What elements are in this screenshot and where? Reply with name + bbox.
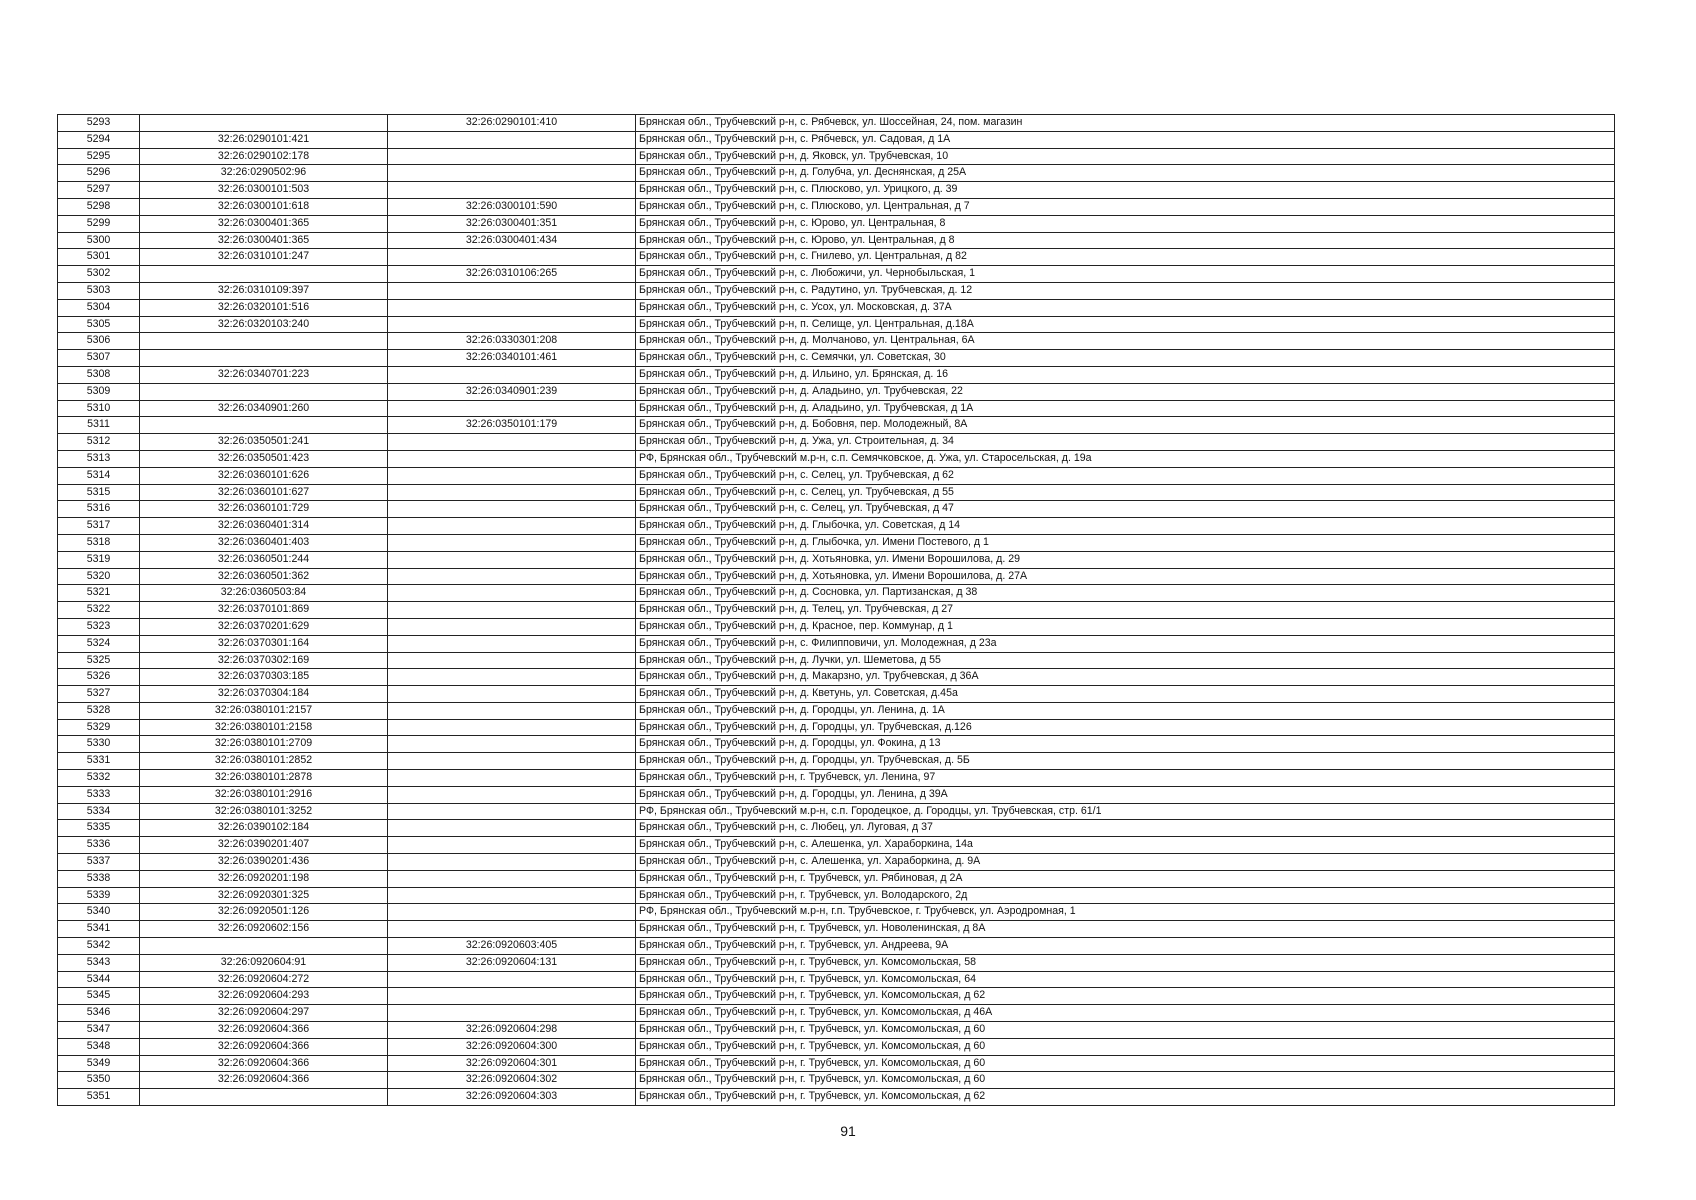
related-cadastral-number-cell: 32:26:0920604:298 — [388, 1022, 636, 1039]
table-row — [58, 702, 1615, 719]
table-row — [58, 518, 1615, 535]
address-cell: Брянская обл., Трубчевский р-н, д. Аладьино, ул. Трубчевская, 22 — [636, 383, 1615, 400]
cadastral-number-cell — [140, 350, 388, 367]
table-row — [58, 585, 1615, 602]
table-row — [58, 232, 1615, 249]
cadastral-number-cell — [140, 1089, 388, 1106]
address-cell: Брянская обл., Трубчевский р-н, с. Плюсково, ул. Урицкого, д. 39 — [636, 182, 1615, 199]
table-row — [58, 182, 1615, 199]
table-row — [58, 1038, 1615, 1055]
address-cell: Брянская обл., Трубчевский р-н, д. Городцы, ул. Ленина, д 39А — [636, 786, 1615, 803]
table-row — [58, 770, 1615, 787]
table-row — [58, 501, 1615, 518]
table-row — [58, 971, 1615, 988]
table-row — [58, 131, 1615, 148]
related-cadastral-number-cell: 32:26:0920604:301 — [388, 1055, 636, 1072]
address-cell: Брянская обл., Трубчевский р-н, г. Трубчевск, ул. Комсомольская, д 60 — [636, 1038, 1615, 1055]
related-cadastral-number-cell: 32:26:0340101:461 — [388, 350, 636, 367]
cadastral-number-cell: 32:26:0360101:627 — [140, 484, 388, 501]
related-cadastral-number-cell — [388, 551, 636, 568]
cadastral-number-cell: 32:26:0920501:126 — [140, 904, 388, 921]
table-row — [58, 568, 1615, 585]
address-cell: Брянская обл., Трубчевский р-н, д. Сосновка, ул. Партизанская, д 38 — [636, 585, 1615, 602]
related-cadastral-number-cell — [388, 282, 636, 299]
cadastral-number-cell: 32:26:0370302:169 — [140, 652, 388, 669]
table-row — [58, 938, 1615, 955]
cadastral-number-cell: 32:26:0380101:2709 — [140, 736, 388, 753]
row-number-cell: 5311 — [58, 417, 140, 434]
cadastral-number-cell: 32:26:0370303:185 — [140, 669, 388, 686]
table-row — [58, 736, 1615, 753]
related-cadastral-number-cell — [388, 316, 636, 333]
cadastral-number-cell: 32:26:0360501:362 — [140, 568, 388, 585]
row-number-cell: 5317 — [58, 518, 140, 535]
related-cadastral-number-cell — [388, 854, 636, 871]
cadastral-number-cell — [140, 938, 388, 955]
address-cell: Брянская обл., Трубчевский р-н, г. Трубчевск, ул. Андреева, 9А — [636, 938, 1615, 955]
row-number-cell: 5318 — [58, 534, 140, 551]
cadastral-number-cell: 32:26:0290101:421 — [140, 131, 388, 148]
row-number-cell: 5330 — [58, 736, 140, 753]
property-registry-table — [57, 114, 1615, 1106]
cadastral-number-cell: 32:26:0360401:314 — [140, 518, 388, 535]
table-row — [58, 299, 1615, 316]
related-cadastral-number-cell: 32:26:0310106:265 — [388, 266, 636, 283]
table-row — [58, 887, 1615, 904]
table-row — [58, 350, 1615, 367]
table-row — [58, 366, 1615, 383]
row-number-cell: 5300 — [58, 232, 140, 249]
address-cell: Брянская обл., Трубчевский р-н, г. Трубчевск, ул. Рябиновая, д 2А — [636, 870, 1615, 887]
address-cell: Брянская обл., Трубчевский р-н, г. Трубчевск, ул. Володарского, 2д — [636, 887, 1615, 904]
related-cadastral-number-cell — [388, 249, 636, 266]
address-cell: Брянская обл., Трубчевский р-н, г. Трубчевск, ул. Комсомольская, 64 — [636, 971, 1615, 988]
address-cell: Брянская обл., Трубчевский р-н, с. Рябчевск, ул. Садовая, д 1А — [636, 131, 1615, 148]
table-row — [58, 652, 1615, 669]
table-row — [58, 820, 1615, 837]
related-cadastral-number-cell — [388, 182, 636, 199]
related-cadastral-number-cell — [388, 434, 636, 451]
table-row — [58, 400, 1615, 417]
table-row — [58, 115, 1615, 132]
row-number-cell: 5345 — [58, 988, 140, 1005]
cadastral-number-cell — [140, 417, 388, 434]
address-cell: Брянская обл., Трубчевский р-н, д. Лучки, ул. Шеметова, д 55 — [636, 652, 1615, 669]
address-cell: Брянская обл., Трубчевский р-н, с. Алешенка, ул. Хараборкина, 14а — [636, 837, 1615, 854]
row-number-cell: 5340 — [58, 904, 140, 921]
cadastral-number-cell: 32:26:0300101:618 — [140, 198, 388, 215]
cadastral-number-cell: 32:26:0390201:436 — [140, 854, 388, 871]
row-number-cell: 5333 — [58, 786, 140, 803]
table-row — [58, 786, 1615, 803]
row-number-cell: 5327 — [58, 686, 140, 703]
address-cell: РФ, Брянская обл., Трубчевский м.р-н, с.п. Семячковское, д. Ужа, ул. Старосельская, д. 19а — [636, 450, 1615, 467]
address-cell: Брянская обл., Трубчевский р-н, д. Красное, пер. Коммунар, д 1 — [636, 618, 1615, 635]
address-cell: Брянская обл., Трубчевский р-н, д. Ильино, ул. Брянская, д. 16 — [636, 366, 1615, 383]
row-number-cell: 5346 — [58, 1005, 140, 1022]
related-cadastral-number-cell — [388, 870, 636, 887]
table-row — [58, 686, 1615, 703]
cadastral-number-cell: 32:26:0320103:240 — [140, 316, 388, 333]
address-cell: Брянская обл., Трубчевский р-н, с. Радутино, ул. Трубчевская, д. 12 — [636, 282, 1615, 299]
row-number-cell: 5313 — [58, 450, 140, 467]
related-cadastral-number-cell — [388, 736, 636, 753]
related-cadastral-number-cell — [388, 568, 636, 585]
table-row — [58, 602, 1615, 619]
address-cell: Брянская обл., Трубчевский р-н, с. Юрово, ул. Центральная, д 8 — [636, 232, 1615, 249]
related-cadastral-number-cell: 32:26:0350101:179 — [388, 417, 636, 434]
row-number-cell: 5319 — [58, 551, 140, 568]
row-number-cell: 5299 — [58, 215, 140, 232]
row-number-cell: 5324 — [58, 635, 140, 652]
address-cell: Брянская обл., Трубчевский р-н, д. Телец, ул. Трубчевская, д 27 — [636, 602, 1615, 619]
table-row — [58, 635, 1615, 652]
address-cell: Брянская обл., Трубчевский р-н, с. Селец, ул. Трубчевская, д 55 — [636, 484, 1615, 501]
table-row — [58, 198, 1615, 215]
cadastral-number-cell: 32:26:0380101:2157 — [140, 702, 388, 719]
row-number-cell: 5307 — [58, 350, 140, 367]
related-cadastral-number-cell — [388, 501, 636, 518]
related-cadastral-number-cell — [388, 904, 636, 921]
row-number-cell: 5293 — [58, 115, 140, 132]
table-row — [58, 854, 1615, 871]
page-number: 91 — [840, 1123, 856, 1139]
table-row — [58, 534, 1615, 551]
cadastral-number-cell: 32:26:0380101:2158 — [140, 719, 388, 736]
related-cadastral-number-cell — [388, 770, 636, 787]
row-number-cell: 5305 — [58, 316, 140, 333]
table-row — [58, 669, 1615, 686]
table-row — [58, 988, 1615, 1005]
address-cell: Брянская обл., Трубчевский р-н, д. Хотьяновка, ул. Имени Ворошилова, д. 27А — [636, 568, 1615, 585]
related-cadastral-number-cell — [388, 719, 636, 736]
table-row — [58, 719, 1615, 736]
row-number-cell: 5316 — [58, 501, 140, 518]
row-number-cell: 5328 — [58, 702, 140, 719]
related-cadastral-number-cell: 32:26:0300401:351 — [388, 215, 636, 232]
cadastral-number-cell: 32:26:0360501:244 — [140, 551, 388, 568]
table-row — [58, 753, 1615, 770]
cadastral-number-cell: 32:26:0300401:365 — [140, 232, 388, 249]
related-cadastral-number-cell — [388, 585, 636, 602]
row-number-cell: 5295 — [58, 148, 140, 165]
cadastral-number-cell: 32:26:0370101:869 — [140, 602, 388, 619]
cadastral-number-cell — [140, 115, 388, 132]
related-cadastral-number-cell: 32:26:0330301:208 — [388, 333, 636, 350]
row-number-cell: 5335 — [58, 820, 140, 837]
cadastral-number-cell: 32:26:0300401:365 — [140, 215, 388, 232]
table-row — [58, 1005, 1615, 1022]
related-cadastral-number-cell — [388, 1005, 636, 1022]
address-cell: Брянская обл., Трубчевский р-н, д. Городцы, ул. Трубчевская, д. 5Б — [636, 753, 1615, 770]
cadastral-number-cell: 32:26:0340901:260 — [140, 400, 388, 417]
cadastral-number-cell: 32:26:0920604:366 — [140, 1022, 388, 1039]
row-number-cell: 5349 — [58, 1055, 140, 1072]
row-number-cell: 5351 — [58, 1089, 140, 1106]
cadastral-number-cell — [140, 383, 388, 400]
row-number-cell: 5344 — [58, 971, 140, 988]
table-row — [58, 803, 1615, 820]
address-cell: Брянская обл., Трубчевский р-н, с. Филипповичи, ул. Молодежная, д 23а — [636, 635, 1615, 652]
row-number-cell: 5321 — [58, 585, 140, 602]
address-cell: Брянская обл., Трубчевский р-н, с. Любожичи, ул. Чернобыльская, 1 — [636, 266, 1615, 283]
table-row — [58, 333, 1615, 350]
table-row — [58, 1022, 1615, 1039]
address-cell: Брянская обл., Трубчевский р-н, г. Трубчевск, ул. Комсомольская, д 60 — [636, 1072, 1615, 1089]
related-cadastral-number-cell — [388, 702, 636, 719]
row-number-cell: 5312 — [58, 434, 140, 451]
related-cadastral-number-cell: 32:26:0920603:405 — [388, 938, 636, 955]
row-number-cell: 5350 — [58, 1072, 140, 1089]
address-cell: Брянская обл., Трубчевский р-н, д. Яковск, ул. Трубчевская, 10 — [636, 148, 1615, 165]
address-cell: Брянская обл., Трубчевский р-н, г. Трубчевск, ул. Комсомольская, д 62 — [636, 1089, 1615, 1106]
table-row — [58, 870, 1615, 887]
address-cell: Брянская обл., Трубчевский р-н, г. Трубчевск, ул. Комсомольская, д 60 — [636, 1055, 1615, 1072]
address-cell: Брянская обл., Трубчевский р-н, п. Селище, ул. Центральная, д.18А — [636, 316, 1615, 333]
address-cell: Брянская обл., Трубчевский р-н, с. Алешенка, ул. Хараборкина, д. 9А — [636, 854, 1615, 871]
table-row — [58, 434, 1615, 451]
address-cell: Брянская обл., Трубчевский р-н, д. Глыбочка, ул. Советская, д 14 — [636, 518, 1615, 535]
related-cadastral-number-cell — [388, 786, 636, 803]
cadastral-number-cell: 32:26:0300101:503 — [140, 182, 388, 199]
cadastral-number-cell: 32:26:0290102:178 — [140, 148, 388, 165]
table-row — [58, 467, 1615, 484]
row-number-cell: 5306 — [58, 333, 140, 350]
address-cell: Брянская обл., Трубчевский р-н, с. Рябчевск, ул. Шоссейная, 24, пом. магазин — [636, 115, 1615, 132]
row-number-cell: 5337 — [58, 854, 140, 871]
related-cadastral-number-cell — [388, 820, 636, 837]
row-number-cell: 5309 — [58, 383, 140, 400]
row-number-cell: 5338 — [58, 870, 140, 887]
row-number-cell: 5342 — [58, 938, 140, 955]
table-row — [58, 383, 1615, 400]
address-cell: Брянская обл., Трубчевский р-н, с. Гнилево, ул. Центральная, д 82 — [636, 249, 1615, 266]
row-number-cell: 5298 — [58, 198, 140, 215]
related-cadastral-number-cell — [388, 887, 636, 904]
cadastral-number-cell: 32:26:0380101:2852 — [140, 753, 388, 770]
table-row — [58, 148, 1615, 165]
address-cell: РФ, Брянская обл., Трубчевский м.р-н, г.п. Трубчевское, г. Трубчевск, ул. Аэродромная, 1 — [636, 904, 1615, 921]
related-cadastral-number-cell: 32:26:0290101:410 — [388, 115, 636, 132]
row-number-cell: 5348 — [58, 1038, 140, 1055]
address-cell: Брянская обл., Трубчевский р-н, д. Хотьяновка, ул. Имени Ворошилова, д. 29 — [636, 551, 1615, 568]
row-number-cell: 5347 — [58, 1022, 140, 1039]
address-cell: Брянская обл., Трубчевский р-н, д. Молчаново, ул. Центральная, 6А — [636, 333, 1615, 350]
address-cell: Брянская обл., Трубчевский р-н, г. Трубчевск, ул. Комсомольская, д 60 — [636, 1022, 1615, 1039]
table-row — [58, 282, 1615, 299]
table-row — [58, 316, 1615, 333]
address-cell: Брянская обл., Трубчевский р-н, д. Ужа, ул. Строительная, д. 34 — [636, 434, 1615, 451]
row-number-cell: 5303 — [58, 282, 140, 299]
related-cadastral-number-cell — [388, 803, 636, 820]
related-cadastral-number-cell — [388, 988, 636, 1005]
address-cell: Брянская обл., Трубчевский р-н, д. Глыбочка, ул. Имени Постевого, д 1 — [636, 534, 1615, 551]
cadastral-number-cell: 32:26:0920604:272 — [140, 971, 388, 988]
table-row — [58, 484, 1615, 501]
row-number-cell: 5296 — [58, 165, 140, 182]
related-cadastral-number-cell — [388, 971, 636, 988]
row-number-cell: 5326 — [58, 669, 140, 686]
address-cell: Брянская обл., Трубчевский р-н, д. Городцы, ул. Ленина, д. 1А — [636, 702, 1615, 719]
address-cell: Брянская обл., Трубчевский р-н, с. Плюсково, ул. Центральная, д 7 — [636, 198, 1615, 215]
row-number-cell: 5314 — [58, 467, 140, 484]
address-cell: Брянская обл., Трубчевский р-н, г. Трубчевск, ул. Ленина, 97 — [636, 770, 1615, 787]
cadastral-number-cell: 32:26:0360401:403 — [140, 534, 388, 551]
row-number-cell: 5325 — [58, 652, 140, 669]
address-cell: Брянская обл., Трубчевский р-н, д. Аладьино, ул. Трубчевская, д 1А — [636, 400, 1615, 417]
row-number-cell: 5334 — [58, 803, 140, 820]
cadastral-number-cell: 32:26:0390102:184 — [140, 820, 388, 837]
table-row — [58, 618, 1615, 635]
cadastral-number-cell: 32:26:0340701:223 — [140, 366, 388, 383]
table-row — [58, 215, 1615, 232]
address-cell: Брянская обл., Трубчевский р-н, д. Голубча, ул. Деснянская, д 25А — [636, 165, 1615, 182]
row-number-cell: 5297 — [58, 182, 140, 199]
related-cadastral-number-cell — [388, 450, 636, 467]
related-cadastral-number-cell — [388, 518, 636, 535]
cadastral-number-cell: 32:26:0320101:516 — [140, 299, 388, 316]
cadastral-number-cell: 32:26:0920301:325 — [140, 887, 388, 904]
address-cell: Брянская обл., Трубчевский р-н, с. Селец, ул. Трубчевская, д 47 — [636, 501, 1615, 518]
address-cell: Брянская обл., Трубчевский р-н, с. Любец, ул. Луговая, д 37 — [636, 820, 1615, 837]
row-number-cell: 5315 — [58, 484, 140, 501]
related-cadastral-number-cell — [388, 484, 636, 501]
address-cell: Брянская обл., Трубчевский р-н, с. Селец, ул. Трубчевская, д 62 — [636, 467, 1615, 484]
related-cadastral-number-cell — [388, 165, 636, 182]
related-cadastral-number-cell — [388, 669, 636, 686]
cadastral-number-cell: 32:26:0920604:293 — [140, 988, 388, 1005]
row-number-cell: 5308 — [58, 366, 140, 383]
related-cadastral-number-cell — [388, 148, 636, 165]
row-number-cell: 5341 — [58, 921, 140, 938]
table-row — [58, 837, 1615, 854]
row-number-cell: 5302 — [58, 266, 140, 283]
related-cadastral-number-cell — [388, 400, 636, 417]
related-cadastral-number-cell: 32:26:0920604:300 — [388, 1038, 636, 1055]
cadastral-number-cell: 32:26:0380101:2878 — [140, 770, 388, 787]
cadastral-number-cell: 32:26:0310109:397 — [140, 282, 388, 299]
row-number-cell: 5331 — [58, 753, 140, 770]
related-cadastral-number-cell — [388, 467, 636, 484]
address-cell: Брянская обл., Трубчевский р-н, д. Макарзно, ул. Трубчевская, д 36А — [636, 669, 1615, 686]
related-cadastral-number-cell — [388, 837, 636, 854]
related-cadastral-number-cell: 32:26:0920604:302 — [388, 1072, 636, 1089]
row-number-cell: 5332 — [58, 770, 140, 787]
table-row — [58, 266, 1615, 283]
related-cadastral-number-cell — [388, 652, 636, 669]
cadastral-number-cell: 32:26:0310101:247 — [140, 249, 388, 266]
related-cadastral-number-cell — [388, 618, 636, 635]
table-row — [58, 551, 1615, 568]
row-number-cell: 5329 — [58, 719, 140, 736]
row-number-cell: 5336 — [58, 837, 140, 854]
cadastral-number-cell: 32:26:0360503:84 — [140, 585, 388, 602]
table-row — [58, 1055, 1615, 1072]
cadastral-number-cell: 32:26:0370301:164 — [140, 635, 388, 652]
row-number-cell: 5323 — [58, 618, 140, 635]
row-number-cell: 5343 — [58, 954, 140, 971]
cadastral-number-cell: 32:26:0360101:626 — [140, 467, 388, 484]
address-cell: Брянская обл., Трубчевский р-н, с. Усох, ул. Московская, д. 37А — [636, 299, 1615, 316]
table-row — [58, 1072, 1615, 1089]
related-cadastral-number-cell — [388, 921, 636, 938]
cadastral-number-cell: 32:26:0920604:297 — [140, 1005, 388, 1022]
table-row — [58, 450, 1615, 467]
cadastral-number-cell: 32:26:0920201:198 — [140, 870, 388, 887]
related-cadastral-number-cell — [388, 686, 636, 703]
related-cadastral-number-cell — [388, 299, 636, 316]
cadastral-number-cell: 32:26:0920604:366 — [140, 1038, 388, 1055]
table-row — [58, 904, 1615, 921]
related-cadastral-number-cell: 32:26:0340901:239 — [388, 383, 636, 400]
cadastral-number-cell: 32:26:0920604:91 — [140, 954, 388, 971]
table-row — [58, 417, 1615, 434]
related-cadastral-number-cell: 32:26:0920604:303 — [388, 1089, 636, 1106]
address-cell: Брянская обл., Трубчевский р-н, д. Городцы, ул. Фокина, д 13 — [636, 736, 1615, 753]
table-row — [58, 921, 1615, 938]
address-cell: Брянская обл., Трубчевский р-н, г. Трубчевск, ул. Комсомольская, д 62 — [636, 988, 1615, 1005]
cadastral-number-cell — [140, 333, 388, 350]
row-number-cell: 5310 — [58, 400, 140, 417]
table-row — [58, 249, 1615, 266]
cadastral-number-cell: 32:26:0920602:156 — [140, 921, 388, 938]
row-number-cell: 5301 — [58, 249, 140, 266]
row-number-cell: 5339 — [58, 887, 140, 904]
table-body — [58, 115, 1615, 1106]
row-number-cell: 5304 — [58, 299, 140, 316]
row-number-cell: 5294 — [58, 131, 140, 148]
address-cell: Брянская обл., Трубчевский р-н, г. Трубчевск, ул. Комсомольская, 58 — [636, 954, 1615, 971]
cadastral-number-cell: 32:26:0290502:96 — [140, 165, 388, 182]
cadastral-number-cell: 32:26:0360101:729 — [140, 501, 388, 518]
address-cell: Брянская обл., Трубчевский р-н, с. Юрово, ул. Центральная, 8 — [636, 215, 1615, 232]
table-row — [58, 165, 1615, 182]
cadastral-number-cell: 32:26:0370304:184 — [140, 686, 388, 703]
address-cell: Брянская обл., Трубчевский р-н, г. Трубчевск, ул. Комсомольская, д 46А — [636, 1005, 1615, 1022]
address-cell: Брянская обл., Трубчевский р-н, с. Семячки, ул. Советская, 30 — [636, 350, 1615, 367]
table-row — [58, 954, 1615, 971]
related-cadastral-number-cell — [388, 635, 636, 652]
cadastral-number-cell: 32:26:0390201:407 — [140, 837, 388, 854]
related-cadastral-number-cell — [388, 534, 636, 551]
cadastral-number-cell: 32:26:0370201:629 — [140, 618, 388, 635]
related-cadastral-number-cell: 32:26:0300101:590 — [388, 198, 636, 215]
related-cadastral-number-cell — [388, 753, 636, 770]
address-cell: Брянская обл., Трубчевский р-н, д. Бобовня, пер. Молодежный, 8А — [636, 417, 1615, 434]
address-cell: Брянская обл., Трубчевский р-н, д. Кветунь, ул. Советская, д.45а — [636, 686, 1615, 703]
cadastral-number-cell: 32:26:0350501:241 — [140, 434, 388, 451]
cadastral-number-cell: 32:26:0350501:423 — [140, 450, 388, 467]
row-number-cell: 5322 — [58, 602, 140, 619]
table-row — [58, 1089, 1615, 1106]
related-cadastral-number-cell: 32:26:0300401:434 — [388, 232, 636, 249]
related-cadastral-number-cell — [388, 366, 636, 383]
address-cell: РФ, Брянская обл., Трубчевский м.р-н, с.п. Городецкое, д. Городцы, ул. Трубчевская, стр. 61/1 — [636, 803, 1615, 820]
cadastral-number-cell: 32:26:0920604:366 — [140, 1055, 388, 1072]
related-cadastral-number-cell — [388, 131, 636, 148]
related-cadastral-number-cell: 32:26:0920604:131 — [388, 954, 636, 971]
cadastral-number-cell: 32:26:0920604:366 — [140, 1072, 388, 1089]
address-cell: Брянская обл., Трубчевский р-н, д. Городцы, ул. Трубчевская, д.126 — [636, 719, 1615, 736]
related-cadastral-number-cell — [388, 602, 636, 619]
cadastral-number-cell — [140, 266, 388, 283]
row-number-cell: 5320 — [58, 568, 140, 585]
cadastral-number-cell: 32:26:0380101:3252 — [140, 803, 388, 820]
cadastral-number-cell: 32:26:0380101:2916 — [140, 786, 388, 803]
address-cell: Брянская обл., Трубчевский р-н, г. Трубчевск, ул. Новоленинская, д 8А — [636, 921, 1615, 938]
